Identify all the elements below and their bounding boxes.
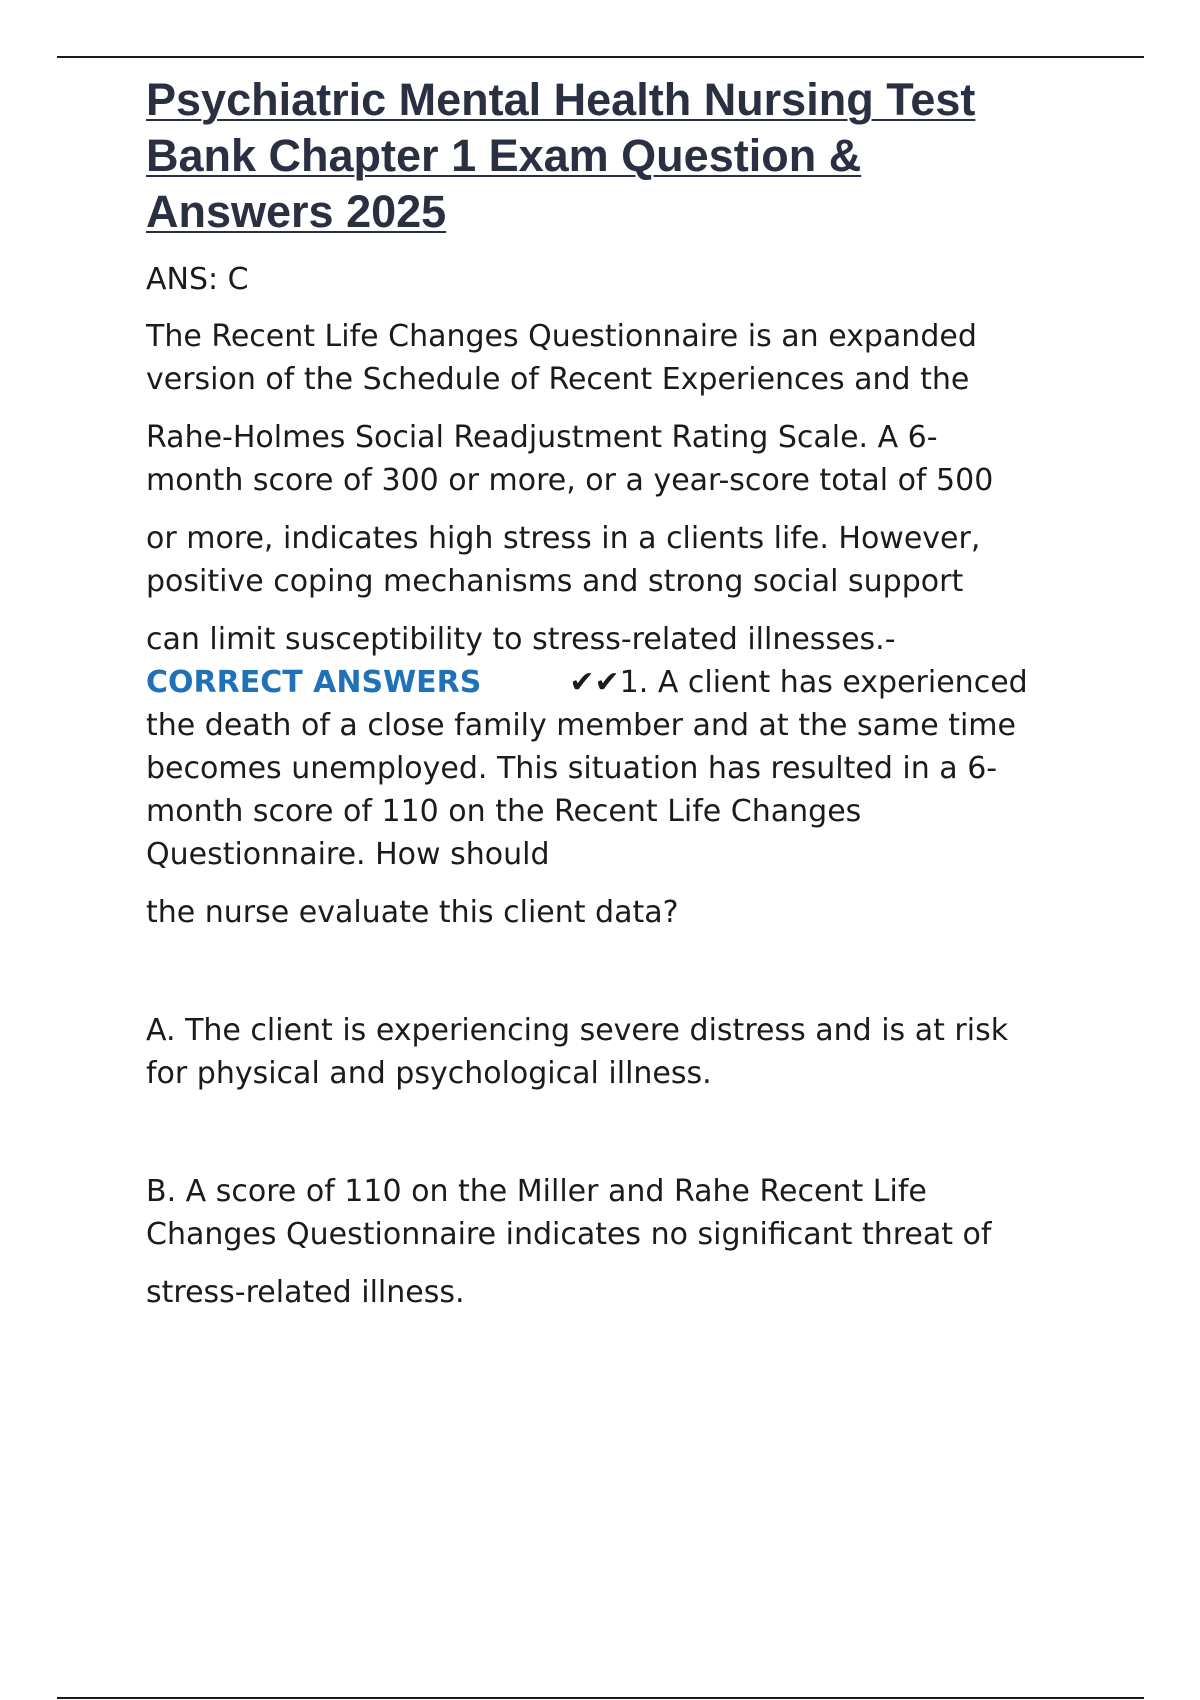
bottom-rule: [57, 1697, 1144, 1699]
title-line: Answers 2025: [146, 186, 447, 237]
option-b-line: B. A score of 110 on the Miller and Rahe Recent Life: [146, 1174, 927, 1209]
rationale-line: or more, indicates high stress in a clients life. However,: [146, 521, 981, 556]
option-a-line: for physical and psychological illness.: [146, 1056, 712, 1091]
rationale-line: Rahe-Holmes Social Readjustment Rating Scale. A 6-: [146, 420, 938, 455]
option-b-line: stress-related illness.: [146, 1275, 465, 1310]
option-a-line: A. The client is experiencing severe distress and is at risk: [146, 1013, 1009, 1048]
question-line: the death of a close family member and at the same time: [146, 708, 1016, 743]
title-line: Psychiatric Mental Health Nursing Test: [146, 74, 976, 125]
rationale-line: The Recent Life Changes Questionnaire is an expanded: [146, 319, 977, 354]
option-b-line: Changes Questionnaire indicates no significant threat of: [146, 1217, 992, 1252]
answer-key: ANS: C: [146, 262, 249, 297]
rationale-line: version of the Schedule of Recent Experiences and the: [146, 362, 970, 397]
top-rule: [57, 56, 1144, 58]
option-b: [146, 1170, 1106, 1314]
question-line: the nurse evaluate this client data?: [146, 895, 679, 930]
question-text: 1. A client has experienced: [619, 665, 1028, 700]
question-block: [146, 661, 1106, 934]
document-title: [146, 72, 1106, 240]
title-line: Bank Chapter 1 Exam Question &: [146, 130, 862, 181]
question-first-line: [146, 661, 1106, 704]
correct-answers-label: CORRECT ANSWERS: [146, 665, 482, 700]
rationale-paragraph: [146, 315, 1106, 661]
question-line: month score of 110 on the Recent Life Changes: [146, 794, 862, 829]
rationale-line: can limit susceptibility to stress-related illnesses.-: [146, 622, 896, 657]
question-line: Questionnaire. How should: [146, 837, 550, 872]
rationale-line: month score of 300 or more, or a year-score total of 500: [146, 463, 994, 498]
checkmark-icon: ✔✔: [569, 665, 620, 700]
question-line: becomes unemployed. This situation has resulted in a 6-: [146, 751, 998, 786]
document-body: [146, 72, 1106, 1314]
rationale-line: positive coping mechanisms and strong social support: [146, 564, 964, 599]
option-a: [146, 1009, 1106, 1095]
